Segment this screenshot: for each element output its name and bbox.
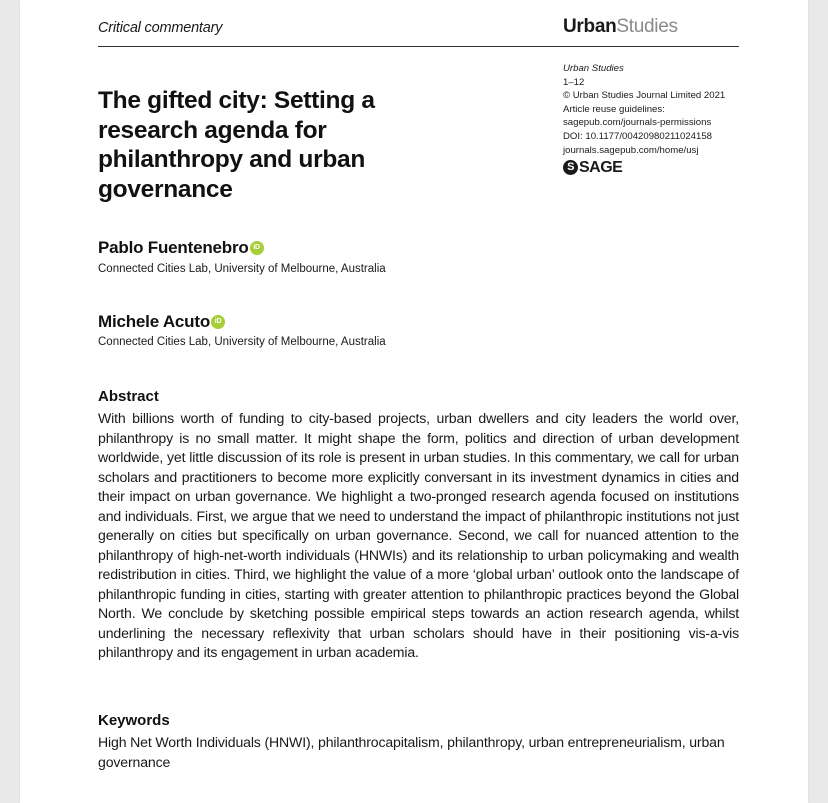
- meta-copyright: © Urban Studies Journal Limited 2021: [563, 90, 726, 102]
- author-2-affiliation: Connected Cities Lab, University of Melbourne, Australia: [98, 336, 386, 348]
- author-2-name: Michele Acuto: [98, 312, 211, 331]
- publisher-logo: [563, 160, 725, 175]
- author-name: [98, 238, 264, 258]
- keywords-heading: Keywords: [98, 712, 170, 729]
- header-divider: [98, 46, 739, 47]
- author-1-affiliation: Connected Cities Lab, University of Melbourne, Australia: [98, 263, 386, 275]
- journal-logo-light: Studies: [616, 16, 678, 37]
- meta-doi[interactable]: DOI: 10.1177/00420980211024158: [563, 130, 713, 142]
- orcid-icon[interactable]: iD: [211, 315, 225, 329]
- article-page: [20, 0, 808, 803]
- meta-journal: Urban Studies: [563, 63, 624, 74]
- section-label: Critical commentary: [98, 20, 223, 36]
- journal-logo: [563, 16, 678, 38]
- orcid-icon[interactable]: iD: [250, 241, 264, 255]
- abstract-heading: Abstract: [98, 388, 159, 405]
- author-1-name: Pablo Fuentenebro: [98, 238, 249, 257]
- meta-pages: 1–12: [563, 76, 585, 88]
- meta-home-link[interactable]: journals.sagepub.com/home/usj: [563, 144, 699, 156]
- sage-icon: S: [563, 160, 578, 175]
- publisher-name: SAGE: [579, 158, 623, 176]
- article-title: The gifted city: Setting a research agenda for philanthropy and urban governance: [98, 87, 375, 203]
- author-name: [98, 312, 225, 332]
- meta-reuse-link[interactable]: sagepub.com/journals-permissions: [563, 117, 712, 129]
- abstract-body: With billions worth of funding to city-based projects, urban dwellers and city leaders the world over, philanthropy is no small matter. It might shape the form, politics and direction of urban development worldwide, yet little discussion of its role is present in urban studies. In this commentary, we call for urban scholars and practitioners to become more explicitly conversant in its investment dynamics in cities and their impact on urban governance. We highlight a two-pronged research agenda focused on institutions and individuals. First, we argue that we need to understand the impact of philanthropic institutions not just generally on cities but specifically on urban governance. Second, we call for nuanced attention to the philanthropy of high-net-worth individuals (HNWIs) and its relationship to urban policymaking and wealth redistribution in cities. Third, we highlight the value of a more ‘global urban’ outlook onto the landscape of philanthropic funding in cities, starting with greater attention to philanthropic practices beyond the Global North. We conclude by sketching possible empirical steps towards an action research agenda, whilst underlining the necessary reflexivity that urban scholars should have in their positioning vis-a-vis philanthropy and its engagement in urban academia.: [98, 410, 739, 660]
- keywords-body: High Net Worth Individuals (HNWI), philanthrocapitalism, philanthropy, urban entrepreneurialism, urban governance: [98, 734, 725, 770]
- meta-reuse-label: Article reuse guidelines:: [563, 103, 665, 115]
- article-metadata: [563, 62, 725, 175]
- journal-logo-bold: Urban: [563, 16, 617, 37]
